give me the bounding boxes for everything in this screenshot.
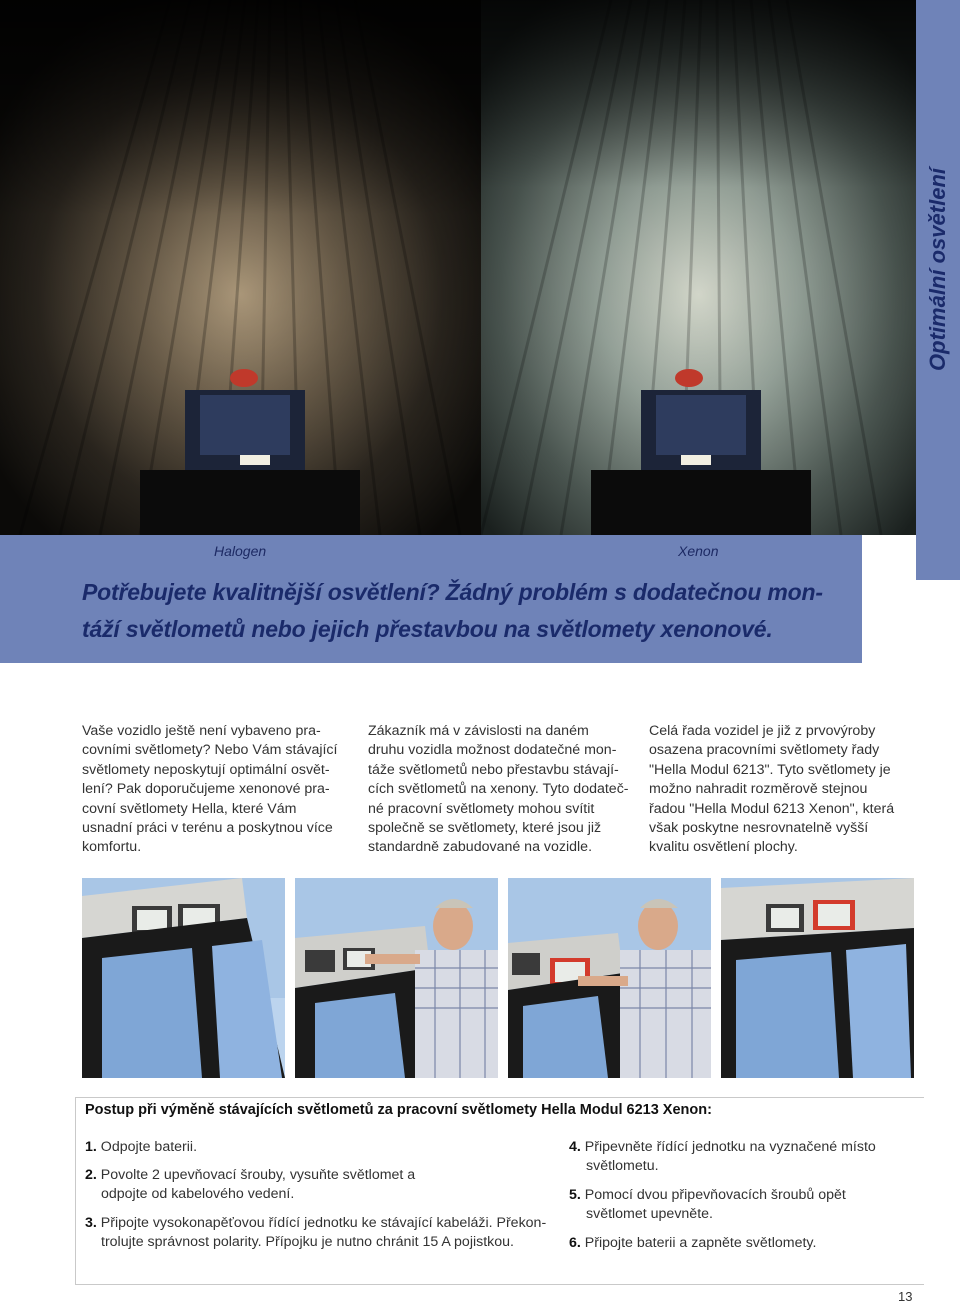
text-line: osazena pracovními světlomety řady bbox=[649, 742, 880, 759]
step-text: Odpojte baterii. bbox=[100, 1139, 198, 1155]
text-line: né pracovní světlomety mohou svítit bbox=[368, 800, 595, 817]
step-text: Připojte vysokonapěťovou řídící jednotku ke stávající kabeláži. Překon- bbox=[100, 1215, 547, 1231]
text-line: táže světlometů nebo přestavbu stávají- bbox=[368, 761, 619, 778]
step-number: 4. bbox=[569, 1139, 581, 1155]
text-line: komfortu. bbox=[82, 839, 142, 856]
instructions-title: Postup při výměně stávajících světlometů za pracovní světlomety Hella Modul 6213 Xenon: bbox=[85, 1102, 712, 1118]
step-number: 1. bbox=[85, 1139, 97, 1155]
halogen-photo bbox=[0, 0, 481, 535]
headline-line: táží světlometů nebo jejich přestavbou na světlomety xenonové. bbox=[82, 616, 773, 642]
text-column-3 bbox=[649, 722, 919, 858]
step-5 bbox=[569, 1186, 909, 1225]
text-line: kvalitu osvětlení plochy. bbox=[649, 839, 798, 856]
step-2 bbox=[85, 1166, 555, 1205]
text-line: společně se světlomety, které jsou již bbox=[368, 820, 602, 837]
text-line: Celá řada vozidel je již z prvovýroby bbox=[649, 723, 876, 739]
text-line: standardně zabudované na vozidle. bbox=[368, 839, 593, 856]
step-1 bbox=[85, 1138, 555, 1157]
text-line: Zákazník má v závislosti na daném bbox=[368, 723, 589, 739]
text-column-1 bbox=[82, 722, 352, 858]
step-text: trolujte správnost polarity. Přípojku je nutno chránit 15 A pojistkou. bbox=[101, 1234, 514, 1251]
step-photo-3 bbox=[508, 878, 711, 1078]
text-column-2 bbox=[368, 722, 638, 858]
side-title: Optimální osvětlení bbox=[925, 168, 950, 371]
step-text: Připevněte řídící jednotku na vyznačené místo bbox=[584, 1139, 876, 1155]
text-line: možno nahradit rozměrově stejnou bbox=[649, 781, 868, 798]
text-line: však poskytne nesrovnatelně vyšší bbox=[649, 820, 869, 837]
step-text: Povolte 2 upevňovací šrouby, vysuňte světlomet a bbox=[100, 1167, 416, 1183]
headline bbox=[82, 574, 857, 648]
step-photo-4 bbox=[721, 878, 924, 1078]
text-line: covní světlomety Hella, které Vám bbox=[82, 800, 297, 817]
step-text: světlomet upevněte. bbox=[586, 1206, 713, 1223]
step-number: 3. bbox=[85, 1215, 97, 1231]
text-line: světlomety neposkytují optimální osvět- bbox=[82, 761, 330, 778]
text-line: covními světlomety? Nebo Vám stávající bbox=[82, 742, 338, 759]
step-number: 5. bbox=[569, 1187, 581, 1203]
text-line: "Hella Modul 6213". Tyto světlomety je bbox=[649, 761, 891, 778]
page-number: 13 bbox=[898, 1289, 913, 1304]
step-6 bbox=[569, 1234, 909, 1253]
headline-line: Potřebujete kvalitnější osvětlení? Žádný problém s dodatečnou mon- bbox=[82, 579, 823, 605]
step-text: světlometu. bbox=[586, 1158, 659, 1175]
text-line: usnadní práci v terénu a poskytnou více bbox=[82, 820, 333, 837]
step-number: 6. bbox=[569, 1235, 581, 1251]
step-text: odpojte od kabelového vedení. bbox=[101, 1186, 295, 1203]
xenon-photo bbox=[481, 0, 916, 535]
text-line: cích světlometů na xenony. Tyto dodateč- bbox=[368, 781, 629, 798]
step-text: Připojte baterii a zapněte světlomety. bbox=[584, 1235, 817, 1251]
step-photo-1 bbox=[82, 878, 285, 1078]
text-line: lení? Pak doporučujeme xenonové pra- bbox=[82, 781, 330, 798]
caption-halogen: Halogen bbox=[214, 543, 267, 559]
text-line: řadou "Hella Modul 6213 Xenon", která bbox=[649, 800, 895, 817]
caption-xenon: Xenon bbox=[678, 543, 719, 559]
step-text: Pomocí dvou připevňovacích šroubů opět bbox=[584, 1187, 846, 1203]
step-4 bbox=[569, 1138, 909, 1177]
step-number: 2. bbox=[85, 1167, 97, 1183]
text-line: druhu vozidla možnost dodatečné mon- bbox=[368, 742, 617, 759]
step-photo-2 bbox=[295, 878, 498, 1078]
text-line: Vaše vozidlo ještě není vybaveno pra- bbox=[82, 723, 321, 739]
step-3 bbox=[85, 1214, 560, 1253]
